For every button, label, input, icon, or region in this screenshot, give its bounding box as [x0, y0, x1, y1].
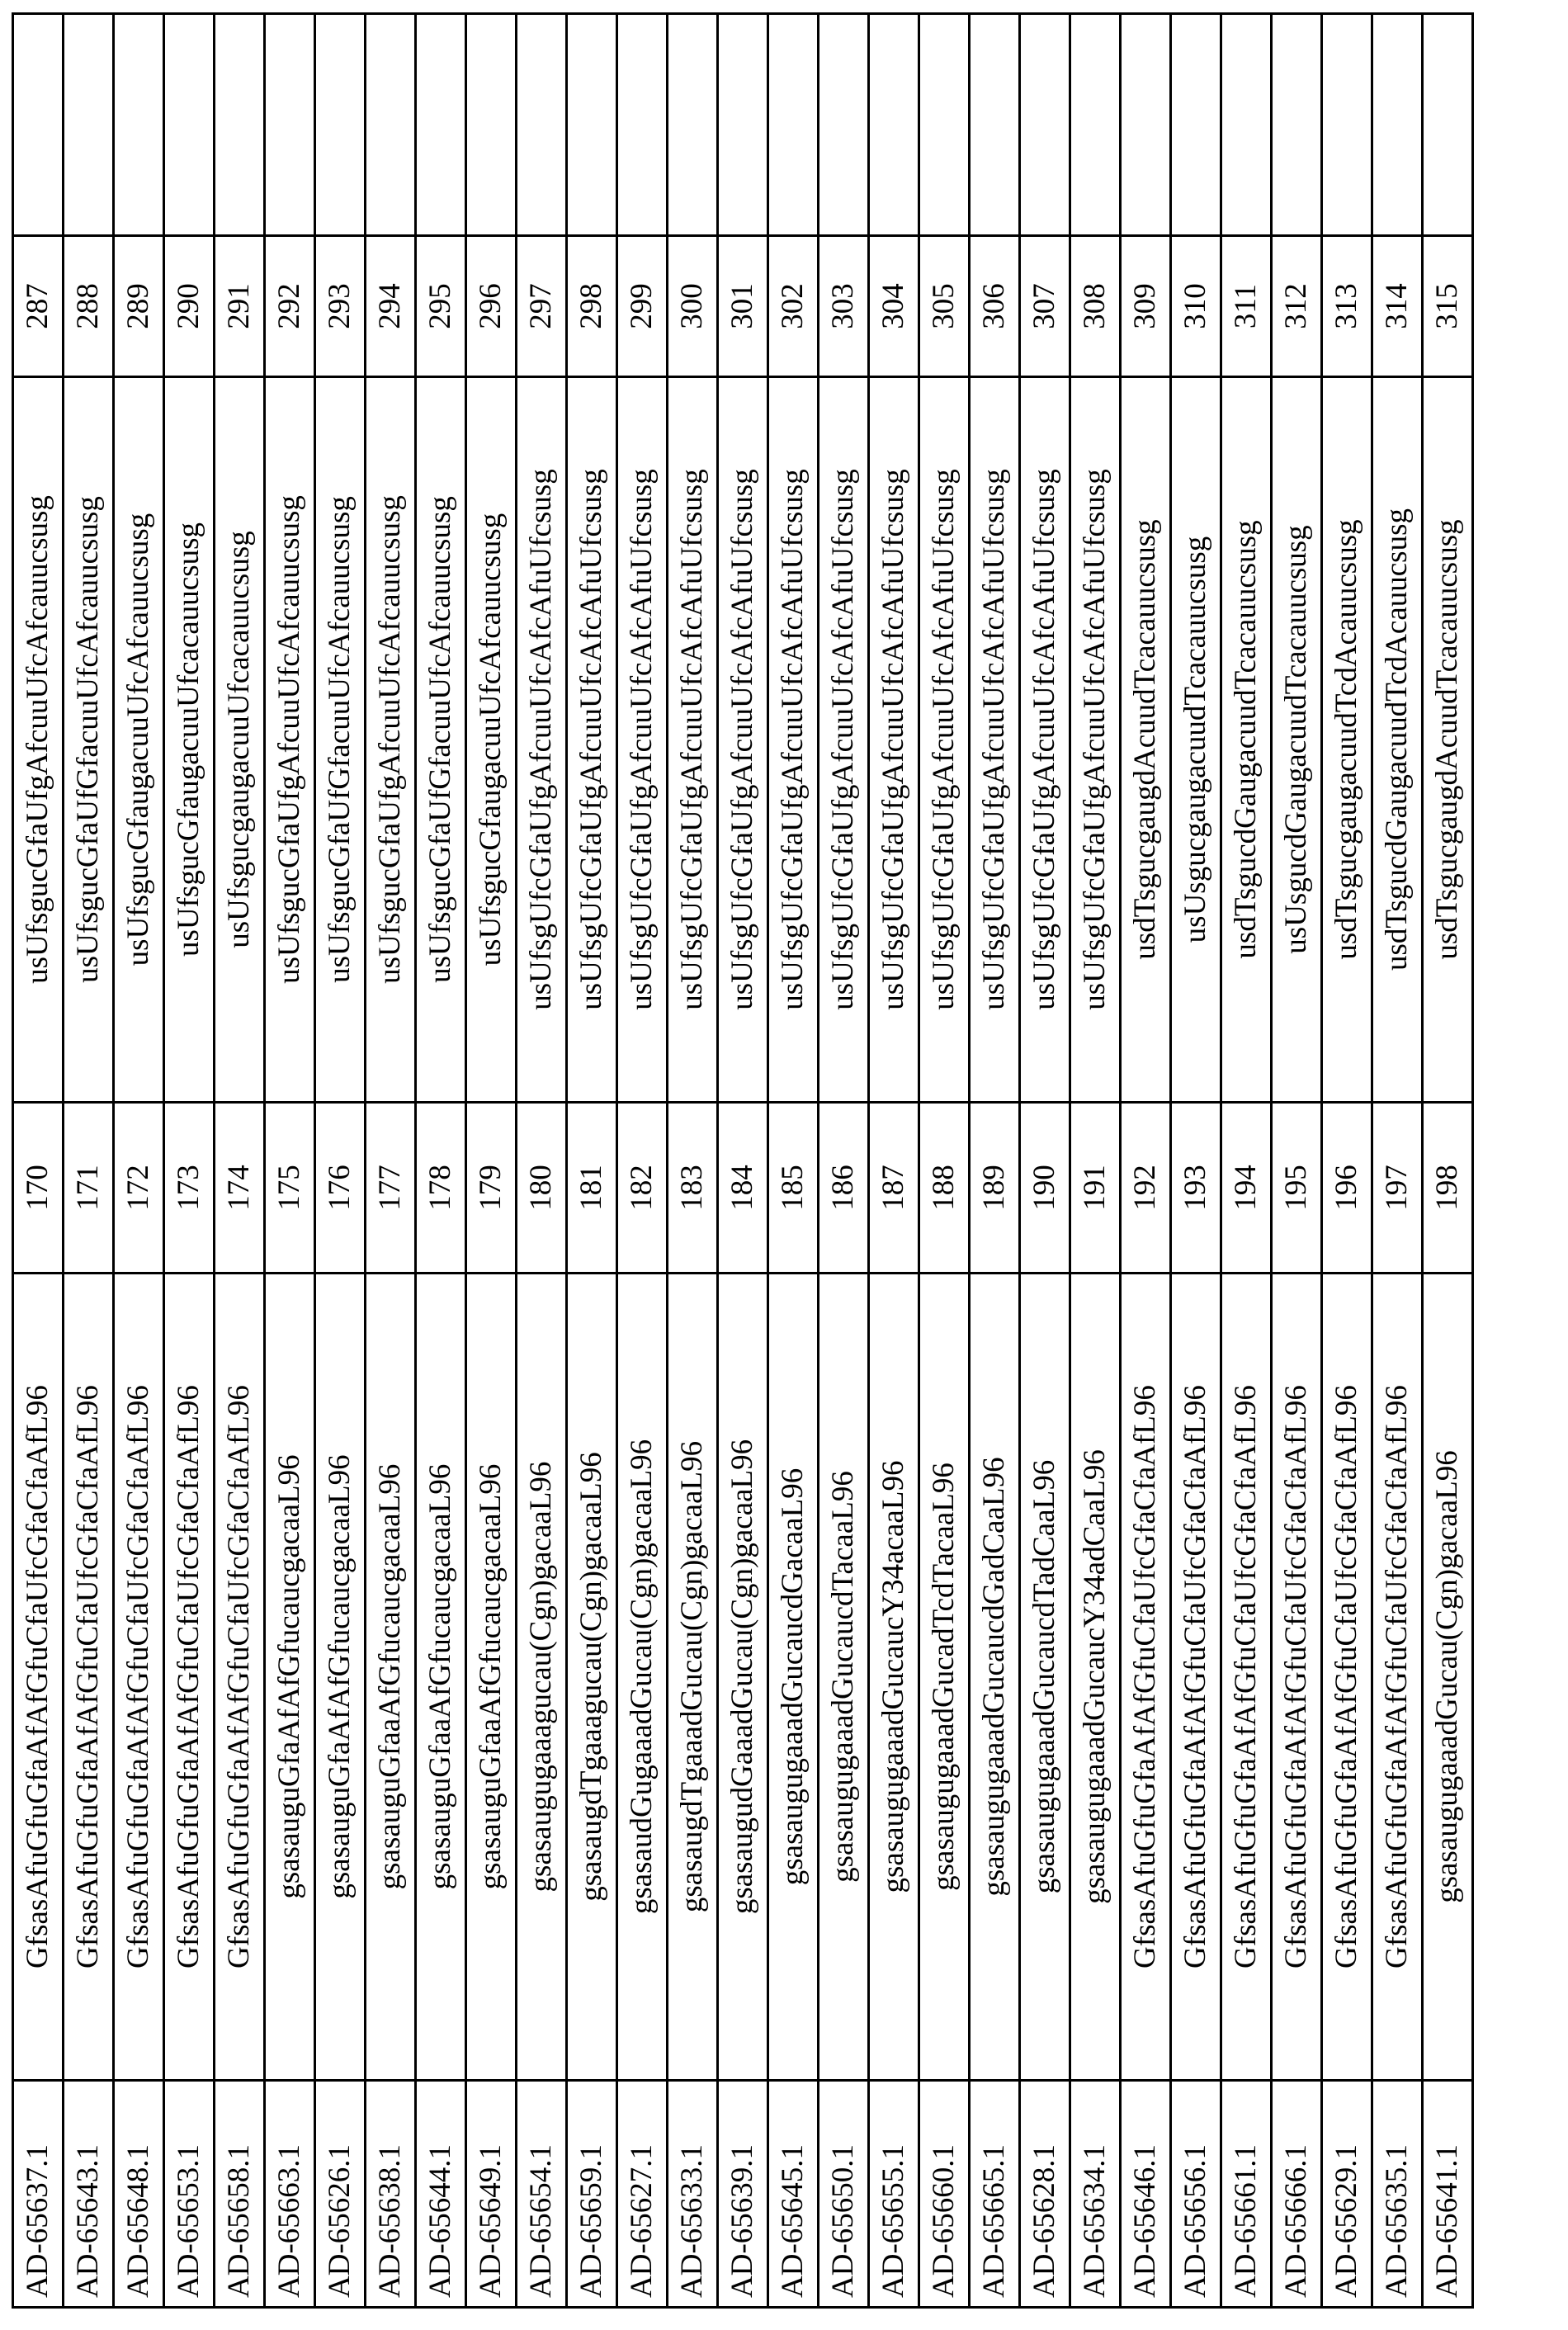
duplex-id-cell: AD-65643.1: [64, 2081, 114, 2308]
antisense-sequence-cell: usdTsgucdGaugacuudTcacauucsusg: [1221, 377, 1272, 1103]
sense-sequence-cell: GfsasAfuGfuGfaAfAfGfuCfaUfcGfaCfaAfL96: [1121, 1274, 1171, 2081]
antisense-seq-id-cell: 301: [718, 236, 768, 377]
antisense-seq-id-cell: 308: [1070, 236, 1121, 377]
duplex-id-cell: AD-65656.1: [1171, 2081, 1221, 2308]
antisense-seq-id-cell: 310: [1171, 236, 1221, 377]
table-row: [265, 14, 315, 2308]
duplex-id-cell: AD-65661.1: [1221, 2081, 1272, 2308]
sense-sequence-cell: gsasaugugaaagucau(Cgn)gacaaL96: [517, 1274, 567, 2081]
sense-seq-id-cell: 175: [265, 1103, 315, 1274]
sense-seq-id-cell: 176: [315, 1103, 366, 1274]
antisense-seq-id-cell: 315: [1423, 236, 1473, 377]
sense-seq-id-cell: 174: [215, 1103, 265, 1274]
antisense-sequence-cell: usUfsgucGfaUfGfacuuUfcAfcauucsusg: [315, 377, 366, 1103]
table-row: [466, 14, 517, 2308]
sense-sequence-cell: GfsasAfuGfuGfaAfAfGfuCfaUfcGfaCfaAfL96: [64, 1274, 114, 2081]
sense-sequence-cell: GfsasAfuGfuGfaAfAfGfuCfaUfcGfaCfaAfL96: [1322, 1274, 1372, 2081]
table-row: [215, 14, 265, 2308]
antisense-seq-id-cell: 312: [1272, 236, 1322, 377]
empty-cell: [1372, 14, 1423, 236]
table-row: [567, 14, 617, 2308]
sense-seq-id-cell: 170: [13, 1103, 64, 1274]
sense-seq-id-cell: 191: [1070, 1103, 1121, 1274]
antisense-sequence-cell: usUfsgucGfaUfgAfcuuUfcAfcauucsusg: [13, 377, 64, 1103]
antisense-sequence-cell: usUfsgUfcGfaUfgAfcuuUfcAfcAfuUfcsusg: [517, 377, 567, 1103]
empty-cell: [1020, 14, 1070, 236]
table-row: [1272, 14, 1322, 2308]
antisense-sequence-cell: usUfsgUfcGfaUfgAfcuuUfcAfcAfuUfcsusg: [819, 377, 869, 1103]
duplex-id-cell: AD-65655.1: [869, 2081, 919, 2308]
duplex-id-cell: AD-65660.1: [919, 2081, 970, 2308]
table-row: [1221, 14, 1272, 2308]
empty-cell: [617, 14, 668, 236]
antisense-sequence-cell: usUsgucgaugacuudTcacauucsusg: [1171, 377, 1221, 1103]
sense-sequence-cell: gsasaugugaaadGucaucdGacaaL96: [768, 1274, 819, 2081]
table-row: [668, 14, 718, 2308]
duplex-id-cell: AD-65637.1: [13, 2081, 64, 2308]
sense-seq-id-cell: 183: [668, 1103, 718, 1274]
antisense-sequence-cell: usdTsgucgaugacuudTcdAcauucsusg: [1322, 377, 1372, 1103]
sense-seq-id-cell: 180: [517, 1103, 567, 1274]
antisense-seq-id-cell: 298: [567, 236, 617, 377]
empty-cell: [265, 14, 315, 236]
duplex-id-cell: AD-65649.1: [466, 2081, 517, 2308]
antisense-seq-id-cell: 302: [768, 236, 819, 377]
sequence-table: [12, 12, 1474, 2309]
antisense-sequence-cell: usdTsgucdGaugacuudTcdAcauucsusg: [1372, 377, 1423, 1103]
sense-sequence-cell: GfsasAfuGfuGfaAfAfGfuCfaUfcGfaCfaAfL96: [1372, 1274, 1423, 2081]
antisense-sequence-cell: usUfsgucGfaugacuuUfcAfcauucsusg: [114, 377, 164, 1103]
antisense-sequence-cell: usUfsgUfcGfaUfgAfcuuUfcAfcAfuUfcsusg: [970, 377, 1020, 1103]
antisense-seq-id-cell: 294: [366, 236, 416, 377]
antisense-sequence-cell: usdTsgucgaugdAcuudTcacauucsusg: [1423, 377, 1473, 1103]
empty-cell: [1272, 14, 1322, 236]
sense-seq-id-cell: 179: [466, 1103, 517, 1274]
empty-cell: [315, 14, 366, 236]
sense-sequence-cell: gsasauguGfaaAfGfucaucgacaaL96: [366, 1274, 416, 2081]
sense-seq-id-cell: 181: [567, 1103, 617, 1274]
sense-seq-id-cell: 173: [164, 1103, 215, 1274]
sense-seq-id-cell: 171: [64, 1103, 114, 1274]
antisense-seq-id-cell: 297: [517, 236, 567, 377]
sense-sequence-cell: gsasauguGfaAfAfGfucaucgacaaL96: [265, 1274, 315, 2081]
sense-sequence-cell: gsasaugugaaadGucaucdGadCaaL96: [970, 1274, 1020, 2081]
table-row: [819, 14, 869, 2308]
sense-seq-id-cell: 178: [416, 1103, 466, 1274]
sense-sequence-cell: gsasaugdTgaaagucau(Cgn)gacaaL96: [567, 1274, 617, 2081]
empty-cell: [567, 14, 617, 236]
antisense-seq-id-cell: 287: [13, 236, 64, 377]
table-row: [13, 14, 64, 2308]
duplex-id-cell: AD-65650.1: [819, 2081, 869, 2308]
sense-sequence-cell: GfsasAfuGfuGfaAfAfGfuCfaUfcGfaCfaAfL96: [13, 1274, 64, 2081]
table-row: [869, 14, 919, 2308]
empty-cell: [668, 14, 718, 236]
duplex-id-cell: AD-65626.1: [315, 2081, 366, 2308]
table-row: [315, 14, 366, 2308]
empty-cell: [869, 14, 919, 236]
sense-seq-id-cell: 177: [366, 1103, 416, 1274]
antisense-seq-id-cell: 291: [215, 236, 265, 377]
antisense-seq-id-cell: 288: [64, 236, 114, 377]
table-row: [164, 14, 215, 2308]
table-row: [919, 14, 970, 2308]
empty-cell: [366, 14, 416, 236]
antisense-seq-id-cell: 295: [416, 236, 466, 377]
table-row: [1372, 14, 1423, 2308]
empty-cell: [215, 14, 265, 236]
table-row: [1322, 14, 1372, 2308]
empty-cell: [114, 14, 164, 236]
sense-seq-id-cell: 192: [1121, 1103, 1171, 1274]
duplex-id-cell: AD-65665.1: [970, 2081, 1020, 2308]
duplex-id-cell: AD-65663.1: [265, 2081, 315, 2308]
duplex-id-cell: AD-65639.1: [718, 2081, 768, 2308]
empty-cell: [819, 14, 869, 236]
empty-cell: [1322, 14, 1372, 236]
antisense-sequence-cell: usUfsgUfcGfaUfgAfcuuUfcAfcAfuUfcsusg: [567, 377, 617, 1103]
table-row: [617, 14, 668, 2308]
duplex-id-cell: AD-65629.1: [1322, 2081, 1372, 2308]
antisense-sequence-cell: usUfsgUfcGfaUfgAfcuuUfcAfcAfuUfcsusg: [1070, 377, 1121, 1103]
empty-cell: [1070, 14, 1121, 236]
table-row: [517, 14, 567, 2308]
empty-cell: [164, 14, 215, 236]
duplex-id-cell: AD-65659.1: [567, 2081, 617, 2308]
antisense-sequence-cell: usUfsgUfcGfaUfgAfcuuUfcAfcAfuUfcsusg: [617, 377, 668, 1103]
antisense-sequence-cell: usUfsgucGfaugacuuUfcacauucsusg: [164, 377, 215, 1103]
empty-cell: [416, 14, 466, 236]
table-row: [366, 14, 416, 2308]
sense-sequence-cell: gsasaugdTgaaadGucau(Cgn)gacaaL96: [668, 1274, 718, 2081]
antisense-sequence-cell: usUfsgucGfaUfGfacuuUfcAfcauucsusg: [64, 377, 114, 1103]
empty-cell: [517, 14, 567, 236]
antisense-seq-id-cell: 314: [1372, 236, 1423, 377]
sense-seq-id-cell: 187: [869, 1103, 919, 1274]
antisense-seq-id-cell: 309: [1121, 236, 1171, 377]
sense-sequence-cell: gsasauguGfaaAfGfucaucgacaaL96: [416, 1274, 466, 2081]
sense-seq-id-cell: 198: [1423, 1103, 1473, 1274]
empty-cell: [13, 14, 64, 236]
table-row: [1171, 14, 1221, 2308]
sense-seq-id-cell: 195: [1272, 1103, 1322, 1274]
sense-sequence-cell: gsasaugugaaadGucadTcdTacaaL96: [919, 1274, 970, 2081]
antisense-sequence-cell: usUfsgucGfaugacuuUfcAfcauucsusg: [466, 377, 517, 1103]
sense-seq-id-cell: 193: [1171, 1103, 1221, 1274]
sense-sequence-cell: GfsasAfuGfuGfaAfAfGfuCfaUfcGfaCfaAfL96: [114, 1274, 164, 2081]
empty-cell: [1221, 14, 1272, 236]
duplex-id-cell: AD-65635.1: [1372, 2081, 1423, 2308]
antisense-seq-id-cell: 299: [617, 236, 668, 377]
antisense-seq-id-cell: 296: [466, 236, 517, 377]
empty-cell: [919, 14, 970, 236]
sense-seq-id-cell: 188: [919, 1103, 970, 1274]
table-row: [970, 14, 1020, 2308]
sense-seq-id-cell: 182: [617, 1103, 668, 1274]
antisense-seq-id-cell: 304: [869, 236, 919, 377]
duplex-id-cell: AD-65648.1: [114, 2081, 164, 2308]
table-row: [1121, 14, 1171, 2308]
empty-cell: [768, 14, 819, 236]
antisense-seq-id-cell: 307: [1020, 236, 1070, 377]
sense-sequence-cell: gsasauguGfaAfAfGfucaucgacaaL96: [315, 1274, 366, 2081]
antisense-sequence-cell: usUfsgUfcGfaUfgAfcuuUfcAfcAfuUfcsusg: [718, 377, 768, 1103]
antisense-seq-id-cell: 313: [1322, 236, 1372, 377]
sense-seq-id-cell: 196: [1322, 1103, 1372, 1274]
duplex-id-cell: AD-65646.1: [1121, 2081, 1171, 2308]
antisense-sequence-cell: usUfsgucGfaUfgAfcuuUfcAfcauucsusg: [265, 377, 315, 1103]
antisense-seq-id-cell: 290: [164, 236, 215, 377]
sense-sequence-cell: GfsasAfuGfuGfaAfAfGfuCfaUfcGfaCfaAfL96: [1272, 1274, 1322, 2081]
sequence-table-body: [13, 14, 1473, 2308]
duplex-id-cell: AD-65654.1: [517, 2081, 567, 2308]
sense-sequence-cell: gsasaugugaaadGucaucY34adCaaL96: [1070, 1274, 1121, 2081]
sense-sequence-cell: gsasaugugaaadGucaucdTadCaaL96: [1020, 1274, 1070, 2081]
sense-sequence-cell: gsasauguGfaaAfGfucaucgacaaL96: [466, 1274, 517, 2081]
sense-sequence-cell: GfsasAfuGfuGfaAfAfGfuCfaUfcGfaCfaAfL96: [1171, 1274, 1221, 2081]
antisense-sequence-cell: usUfsgUfcGfaUfgAfcuuUfcAfcAfuUfcsusg: [668, 377, 718, 1103]
duplex-id-cell: AD-65633.1: [668, 2081, 718, 2308]
empty-cell: [1121, 14, 1171, 236]
antisense-sequence-cell: usUfsgucgaugacuuUfcacauucsusg: [215, 377, 265, 1103]
antisense-seq-id-cell: 305: [919, 236, 970, 377]
duplex-id-cell: AD-65627.1: [617, 2081, 668, 2308]
sense-sequence-cell: gsasaudGugaaadGucau(Cgn)gacaaL96: [617, 1274, 668, 2081]
sense-seq-id-cell: 189: [970, 1103, 1020, 1274]
antisense-sequence-cell: usUfsgUfcGfaUfgAfcuuUfcAfcAfuUfcsusg: [1020, 377, 1070, 1103]
sense-seq-id-cell: 186: [819, 1103, 869, 1274]
empty-cell: [718, 14, 768, 236]
antisense-seq-id-cell: 289: [114, 236, 164, 377]
antisense-seq-id-cell: 292: [265, 236, 315, 377]
empty-cell: [970, 14, 1020, 236]
antisense-seq-id-cell: 306: [970, 236, 1020, 377]
antisense-sequence-cell: usUfsgUfcGfaUfgAfcuuUfcAfcAfuUfcsusg: [919, 377, 970, 1103]
antisense-seq-id-cell: 293: [315, 236, 366, 377]
table-row: [1423, 14, 1473, 2308]
table-row: [718, 14, 768, 2308]
empty-cell: [1423, 14, 1473, 236]
rotated-page: [0, 0, 1568, 2330]
sense-seq-id-cell: 172: [114, 1103, 164, 1274]
duplex-id-cell: AD-65628.1: [1020, 2081, 1070, 2308]
antisense-sequence-cell: usUfsgUfcGfaUfgAfcuuUfcAfcAfuUfcsusg: [869, 377, 919, 1103]
antisense-sequence-cell: usUfsgucGfaUfgAfcuuUfcAfcauucsusg: [366, 377, 416, 1103]
sense-seq-id-cell: 194: [1221, 1103, 1272, 1274]
sense-sequence-cell: gsasaugugaaadGucaucY34acaaL96: [869, 1274, 919, 2081]
antisense-sequence-cell: usUfsgUfcGfaUfgAfcuuUfcAfcAfuUfcsusg: [768, 377, 819, 1103]
sense-sequence-cell: GfsasAfuGfuGfaAfAfGfuCfaUfcGfaCfaAfL96: [1221, 1274, 1272, 2081]
duplex-id-cell: AD-65658.1: [215, 2081, 265, 2308]
sense-sequence-cell: gsasaugugaaadGucaucdTacaaL96: [819, 1274, 869, 2081]
sense-sequence-cell: gsasaugugaaadGucau(Cgn)gacaaL96: [1423, 1274, 1473, 2081]
empty-cell: [466, 14, 517, 236]
table-row: [114, 14, 164, 2308]
duplex-id-cell: AD-65645.1: [768, 2081, 819, 2308]
sense-seq-id-cell: 184: [718, 1103, 768, 1274]
table-row: [1070, 14, 1121, 2308]
duplex-id-cell: AD-65634.1: [1070, 2081, 1121, 2308]
duplex-id-cell: AD-65653.1: [164, 2081, 215, 2308]
antisense-sequence-cell: usUfsgucGfaUfGfacuuUfcAfcauucsusg: [416, 377, 466, 1103]
duplex-id-cell: AD-65641.1: [1423, 2081, 1473, 2308]
sense-seq-id-cell: 197: [1372, 1103, 1423, 1274]
antisense-sequence-cell: usUsgucdGaugacuudTcacauucsusg: [1272, 377, 1322, 1103]
antisense-seq-id-cell: 300: [668, 236, 718, 377]
duplex-id-cell: AD-65638.1: [366, 2081, 416, 2308]
table-row: [64, 14, 114, 2308]
table-row: [768, 14, 819, 2308]
empty-cell: [64, 14, 114, 236]
table-row: [1020, 14, 1070, 2308]
sense-seq-id-cell: 190: [1020, 1103, 1070, 1274]
antisense-seq-id-cell: 303: [819, 236, 869, 377]
table-row: [416, 14, 466, 2308]
sense-seq-id-cell: 185: [768, 1103, 819, 1274]
sense-sequence-cell: GfsasAfuGfuGfaAfAfGfuCfaUfcGfaCfaAfL96: [215, 1274, 265, 2081]
duplex-id-cell: AD-65666.1: [1272, 2081, 1322, 2308]
antisense-sequence-cell: usdTsgucgaugdAcuudTcacauucsusg: [1121, 377, 1171, 1103]
antisense-seq-id-cell: 311: [1221, 236, 1272, 377]
duplex-id-cell: AD-65644.1: [416, 2081, 466, 2308]
sense-sequence-cell: gsasaugudGaaadGucau(Cgn)gacaaL96: [718, 1274, 768, 2081]
sense-sequence-cell: GfsasAfuGfuGfaAfAfGfuCfaUfcGfaCfaAfL96: [164, 1274, 215, 2081]
empty-cell: [1171, 14, 1221, 236]
